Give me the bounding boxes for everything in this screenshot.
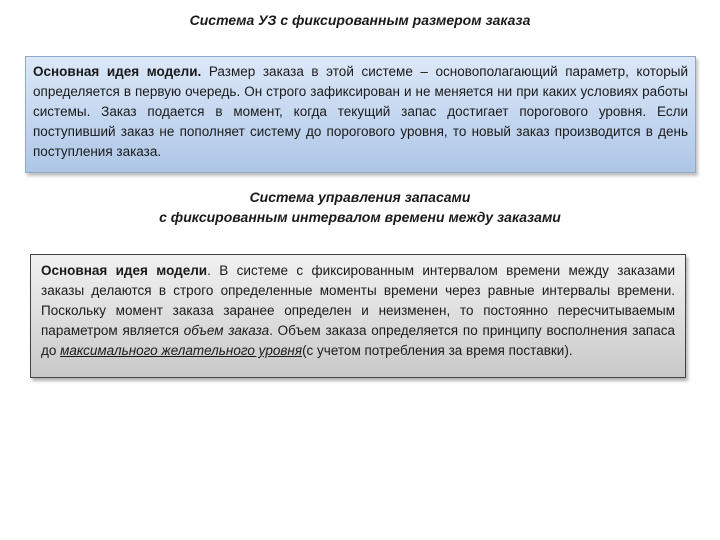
slide-title-fixed-interval <box>0 187 720 227</box>
slide-title-fixed-order-size: Система УЗ с фиксированным размером заказа <box>189 12 531 28</box>
title2-line1: Система управления запасами <box>249 189 471 205</box>
box1-lead: Основная идея модели. <box>33 64 202 79</box>
fixed-order-size-description-box <box>25 56 696 173</box>
box2-lead: Основная идея модели <box>41 263 208 278</box>
box2-part1: . В системе с фиксированным интервалом времени между заказами заказы делаются в строго определенные моменты времени через равные интервалы времени. Поскольку момент заказа заранее определен и неизменен, то постоянно пересчитываемым параметром является <box>41 263 675 338</box>
box1-text: Размер заказа в этой системе – основополагающий параметр, который определяется в первую очередь. Он строго зафиксирован и не меняется ни при каких условиях работы системы. Заказ подается в момент, когда текущий запас достигает порогового уровня. Если поступивший заказ не пополняет систему до порогового уровня, то новый заказ производится в день поступления заказа. <box>33 64 688 159</box>
box2-emphasis-order-volume: объем заказа <box>183 323 270 338</box>
box2-emphasis-max-level: максимального желательного уровня <box>60 343 303 358</box>
box2-part3: (с учетом потребления за время поставки). <box>302 343 573 358</box>
box2-part2: . Объем заказа определяется по принципу восполнения запаса до <box>41 323 675 358</box>
title2-line2: с фиксированным интервалом времени между заказами <box>159 209 561 225</box>
fixed-interval-description-box <box>30 254 686 378</box>
